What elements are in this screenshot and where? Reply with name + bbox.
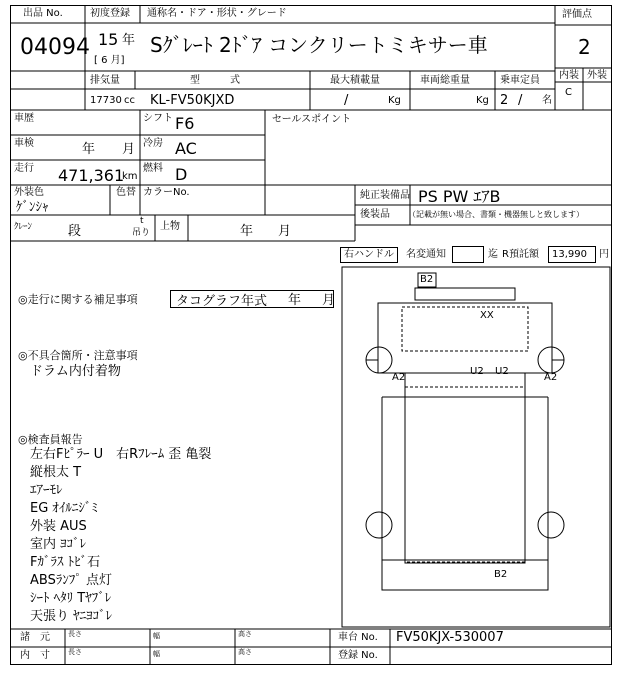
diagram-mark: A2 — [544, 372, 558, 383]
defects-label: ◎不具合箇所・注意事項 — [18, 349, 138, 362]
car-name: Sｸﾞﾚｰﾄ 2ﾄﾞｱ コンクリートミキサー車 — [150, 33, 488, 57]
height-label: 高さ — [238, 648, 252, 656]
diagram-mark: B2 — [494, 569, 508, 580]
color: ｹﾞﾝｼｬ — [16, 200, 49, 215]
loaded-label: 上物 — [160, 221, 180, 232]
mileage-unit: km — [122, 171, 138, 182]
rating: 2 — [578, 35, 591, 59]
lot-no-label: 出品 No. — [23, 8, 63, 19]
name-change-box — [452, 246, 484, 263]
chassis-no: FV50KJX-530007 — [396, 630, 504, 645]
mileage: 471,361 — [58, 166, 125, 185]
length-label: 長さ — [68, 630, 82, 638]
gross-weight-unit: Kg — [476, 95, 489, 106]
diagram-mark: B2 — [420, 274, 434, 285]
shift-label: シフト — [143, 113, 173, 124]
genuine-equip: PS PW ｴｱB — [418, 187, 501, 206]
model-label: 型 式 — [190, 75, 240, 86]
report-line: 天張り ﾔﾆﾖｺﾞﾚ — [30, 609, 113, 624]
right-hand-drive-badge: 右ハンドル — [340, 247, 398, 263]
diagram-mark: U2 — [495, 366, 509, 377]
displacement: 17730 — [90, 95, 122, 106]
sales-point-label: セールスポイント — [272, 114, 352, 125]
reg-month: [ 6 月] — [94, 55, 125, 66]
displacement-label: 排気量 — [90, 75, 120, 86]
crane-label: ｸﾚｰﾝ — [14, 222, 33, 232]
max-load-label: 最大積載量 — [330, 75, 380, 86]
crane-ton: t — [140, 216, 144, 226]
driving-notes-label: ◎走行に関する補足事項 — [18, 293, 138, 306]
tachograph-month: 月 — [322, 293, 336, 308]
interior-grade: C — [565, 87, 572, 98]
rating-label: 評価点 — [562, 9, 592, 20]
inspection-year: 年 — [82, 142, 96, 157]
tax-until: 迄 — [488, 249, 498, 260]
reg-year: 15 — [98, 30, 119, 49]
loaded-year: 年 — [240, 224, 254, 239]
truck-diagram — [342, 267, 610, 627]
chassis-label: 車台 No. — [338, 632, 378, 643]
reg-year-unit: 年 — [122, 33, 136, 48]
diagram-mark: A2 — [392, 372, 406, 383]
report-line: EG ｵｲﾙﾆｼﾞﾐ — [30, 501, 98, 516]
report-line: ｴｱｰﾓﾚ — [30, 483, 63, 498]
fuel: D — [175, 165, 188, 184]
gross-weight-label: 車両総重量 — [420, 75, 470, 86]
mileage-label: 走行 — [14, 163, 34, 174]
width-label: 幅 — [153, 650, 160, 658]
inspector-report-label: ◎検査員報告 — [18, 433, 83, 446]
aircon: AC — [175, 139, 197, 158]
dims-label: 諸 元 — [20, 632, 50, 643]
capacity-value: 2 — [500, 93, 509, 108]
auction-sheet — [10, 5, 612, 665]
interior-dims-label: 内 寸 — [20, 650, 50, 661]
max-load-slash: / — [344, 93, 349, 108]
lot-no: 04094 — [20, 35, 90, 60]
recycle-deposit-unit: 円 — [599, 249, 609, 260]
report-line: Fｶﾞﾗｽ ﾄﾋﾞ石 — [30, 555, 101, 570]
tachograph-label: タコグラフ年式 — [176, 294, 268, 309]
width-label: 幅 — [153, 632, 160, 640]
name-change-label: 名変通知 — [406, 249, 446, 260]
max-load-unit: Kg — [388, 95, 401, 106]
crane-lift: 吊り — [132, 228, 151, 238]
report-line: 外装 AUS — [30, 519, 87, 534]
diagram-mark: XX — [480, 310, 494, 321]
capacity-label: 乗車定員 — [500, 75, 540, 86]
length-label: 長さ — [68, 648, 82, 656]
inspection-month: 月 — [122, 142, 136, 157]
report-line: 室内 ﾖｺﾞﾚ — [30, 537, 87, 552]
height-label: 高さ — [238, 630, 252, 638]
car-name-label: 通称名・ドア・形状・グレード — [147, 8, 287, 19]
color-change-label: 色替 — [116, 187, 136, 198]
color-code-label: カラーNo. — [143, 187, 190, 198]
fuel-label: 燃料 — [143, 163, 163, 174]
inspection-label: 車検 — [14, 138, 34, 149]
loaded-month: 月 — [278, 224, 292, 239]
report-line: 縦根太 T — [30, 465, 82, 480]
aftermarket-label: 後装品 — [360, 209, 390, 220]
report-line: 左右Fﾋﾟﾗｰ U 右Rﾌﾚｰﾑ 歪 亀裂 — [30, 447, 212, 462]
diagram-mark: U2 — [470, 366, 484, 377]
first-reg-label: 初度登録 — [90, 8, 130, 19]
defect-item: ドラム内付着物 — [30, 364, 121, 379]
capacity-slash: / — [518, 93, 523, 108]
history-label: 車歴 — [14, 113, 34, 124]
model: KL-FV50KJXD — [150, 93, 235, 108]
report-line: ABSﾗﾝﾌﾟ 点灯 — [30, 573, 112, 588]
color-label: 外装色 — [14, 187, 44, 198]
recycle-deposit-label: R預託額 — [502, 249, 539, 260]
registration-label: 登録 No. — [338, 650, 378, 661]
shift: F6 — [175, 114, 195, 133]
aftermarket-note: （記載が無い場合、書類・機器無しと致します） — [408, 210, 584, 219]
displacement-unit: cc — [124, 95, 135, 106]
tachograph-year: 年 — [288, 293, 302, 308]
aircon-label: 冷房 — [143, 138, 163, 149]
exterior-label: 外装 — [587, 70, 607, 81]
interior-label: 内装 — [559, 70, 579, 81]
crane-stage: 段 — [68, 224, 82, 239]
recycle-deposit: 13,990 — [552, 249, 587, 260]
report-line: ｼｰﾄ ﾍﾀﾘ Tﾔﾌﾞﾚ — [30, 591, 112, 606]
genuine-equip-label: 純正装備品 — [360, 190, 410, 201]
capacity-unit: 名 — [542, 95, 552, 106]
